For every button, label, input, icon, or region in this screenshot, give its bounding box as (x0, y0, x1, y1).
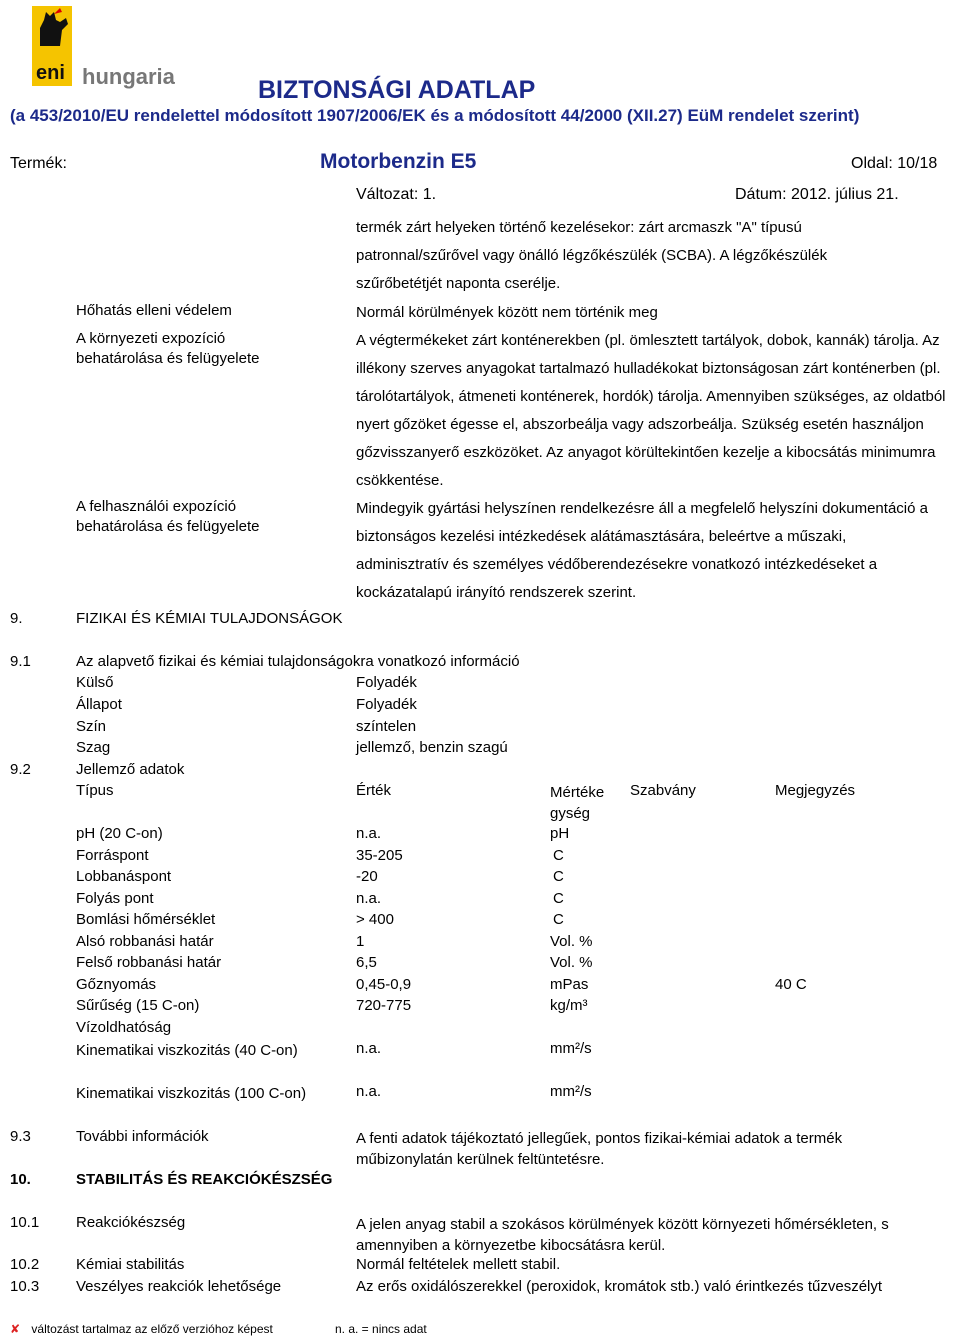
document-title: BIZTONSÁGI ADATLAP (258, 76, 536, 104)
row-value: n.a. (356, 1083, 382, 1100)
basic-property-label: Állapot (76, 696, 122, 713)
table-header-standard: Szabvány (630, 782, 696, 799)
row-value: 0,45-0,9 (356, 976, 412, 993)
table-header-value: Érték (356, 782, 392, 799)
svg-text:hungaria: hungaria (82, 64, 175, 89)
section-9-1-number: 9.1 (10, 653, 31, 670)
row-type: Gőznyomás (76, 976, 157, 993)
row-unit: pH (550, 825, 570, 842)
section-10-2-label: Kémiai stabilitás (76, 1256, 185, 1273)
basic-property-value: színtelen (356, 718, 417, 735)
row-value: 720-775 (356, 997, 412, 1014)
date: Dátum: 2012. július 21. (735, 186, 899, 203)
respiratory-protection-text: termék zárt helyeken történő kezelésekor: zárt arcmaszk "A" típusú patronnal/szűrővel vagy önálló légzőkészülék (SCBA). A légzőkészülék szűrőbetétjét naponta cserélje. (356, 219, 828, 292)
basic-property-label: Szín (76, 718, 107, 735)
user-exposure-text: Mindegyik gyártási helyszínen rendelkezésre áll a megfelelő helyszíni dokumentáció a biztonságos kezelési intézkedések alátámasztására, beleértve a műszaki, adminisztratív és személyes védőberendezésekre vonatkozó intézkedéseket a kockázatalapú irányító rendszerek szerint. (356, 500, 928, 601)
row-unit: mm²/s (550, 1083, 592, 1100)
section-10-title: STABILITÁS ÉS REAKCIÓKÉSZSÉG (76, 1171, 333, 1188)
row-unit: C (553, 868, 564, 885)
row-value: 1 (356, 933, 365, 950)
row-type: Sűrűség (15 C-on) (76, 997, 200, 1014)
table-header-note: Megjegyzés (775, 782, 856, 799)
row-unit: kg/m³ (550, 997, 588, 1014)
row-type: Vízoldhatóság (76, 1019, 172, 1036)
footer-change-legend (10, 1322, 273, 1336)
row-value: > 400 (356, 911, 394, 928)
user-exposure-label: A felhasználói expozíció behatárolása és felügyelete (76, 498, 260, 535)
table-header-unit: Mértéke gység (550, 784, 605, 822)
document-subtitle: (a 453/2010/EU rendelettel módosított 1907/2006/EK és a módosított 44/2000 (XII.27) EüM rendelet szerint) (10, 106, 860, 125)
row-unit: C (553, 890, 564, 907)
svg-text:eni: eni (36, 62, 65, 84)
row-unit: C (553, 911, 564, 928)
row-value: 6,5 (356, 954, 377, 971)
product-label: Termék: (10, 155, 67, 172)
row-type: Kinematikai viszkozitás (40 C-on) (76, 1042, 298, 1059)
basic-property-value: Folyadék (356, 696, 417, 713)
basic-property-value: Folyadék (356, 674, 417, 691)
row-type: pH (20 C-on) (76, 825, 163, 842)
row-unit: Vol. % (550, 933, 593, 950)
row-unit: Vol. % (550, 954, 593, 971)
row-type: Felső robbanási határ (76, 954, 222, 971)
version: Változat: 1. (356, 186, 437, 203)
basic-property-label: Szag (76, 739, 111, 756)
env-exposure-text: A végtermékeket zárt konténerekben (pl. ömlesztett tartályok, dobok, kannák) tárolja. Az illékony szerves anyagokat tartalmazó hulladékokat biztonságosan zárt konténerben (pl. tárolótartályok, átmeneti konténerek, hordók) tárolja. Amennyiben szükséges, az oldatból nyert gőzöket égesse el, abszorbeálja vagy adszorbeálja. Szükség esetén használjon gőzvisszanyerő eszközöket. Az anyagot körültekintően kezelje a kibocsátás minimumra csökkentése. (356, 332, 946, 489)
row-type: Forráspont (76, 847, 149, 864)
section-9-2-number: 9.2 (10, 761, 31, 778)
section-9-title: FIZIKAI ÉS KÉMIAI TULAJDONSÁGOK (76, 610, 343, 627)
eni-hungaria-logo (30, 6, 210, 96)
section-9-1-title: Az alapvető fizikai és kémiai tulajdonságokra vonatkozó információ (76, 653, 520, 670)
section-9-2-title: Jellemző adatok (76, 761, 185, 778)
section-9-3-number: 9.3 (10, 1128, 31, 1145)
change-mark-icon: ✘ (10, 1322, 21, 1336)
basic-property-label: Külső (76, 674, 114, 691)
eni-dog-logo-icon (30, 6, 210, 96)
row-value: 35-205 (356, 847, 403, 864)
env-exposure-label: A környezeti expozíció behatárolása és felügyelete (76, 330, 260, 367)
section-9-3-title: További információk (76, 1128, 209, 1145)
row-value: n.a. (356, 1040, 382, 1057)
row-value: -20 (356, 868, 378, 885)
footer-na-note: n. a. = nincs adat (335, 1322, 427, 1336)
section-10-3-number: 10.3 (10, 1278, 40, 1295)
page-number: Oldal: 10/18 (851, 155, 938, 172)
table-header-type: Típus (76, 782, 114, 799)
row-unit: mPas (550, 976, 589, 993)
section-10-2-number: 10.2 (10, 1256, 40, 1273)
row-value: n.a. (356, 890, 382, 907)
heat-protection-text: Normál körülmények között nem történik meg (356, 304, 658, 321)
row-unit: mm²/s (550, 1040, 592, 1057)
row-note: 40 C (775, 976, 807, 993)
section-10-1-label: Reakciókészség (76, 1214, 186, 1231)
section-10-1-text: A jelen anyag stabil a szokásos körülmények között környezeti hőmérsékleten, s amennyiben a környezetbe kibocsátásra kerül. (356, 1216, 889, 1254)
row-type: Bomlási hőmérséklet (76, 911, 216, 928)
row-unit: C (553, 847, 564, 864)
section-10-1-number: 10.1 (10, 1214, 40, 1231)
basic-property-value: jellemző, benzin szagú (356, 739, 508, 756)
footer-change-text: változást tartalmaz az előző verzióhoz képest (31, 1322, 273, 1336)
row-type: Alsó robbanási határ (76, 933, 214, 950)
section-10-number: 10. (10, 1171, 31, 1188)
heat-protection-label: Hőhatás elleni védelem (76, 302, 232, 319)
row-value: n.a. (356, 825, 382, 842)
row-type: Folyás pont (76, 890, 154, 907)
section-10-2-text: Normál feltételek mellett stabil. (356, 1256, 561, 1273)
section-9-number: 9. (10, 610, 23, 627)
section-9-3-text: A fenti adatok tájékoztató jellegűek, pontos fizikai-kémiai adatok a termék műbizonylatán kerülnek feltüntetésre. (356, 1130, 843, 1168)
section-10-3-label: Veszélyes reakciók lehetősége (76, 1278, 282, 1295)
section-10-3-text: Az erős oxidálószerekkel (peroxidok, kromátok stb.) való érintkezés tűzveszélyt (356, 1278, 883, 1295)
row-type: Lobbanáspont (76, 868, 172, 885)
product-name: Motorbenzin E5 (320, 150, 477, 173)
row-type: Kinematikai viszkozitás (100 C-on) (76, 1085, 307, 1102)
